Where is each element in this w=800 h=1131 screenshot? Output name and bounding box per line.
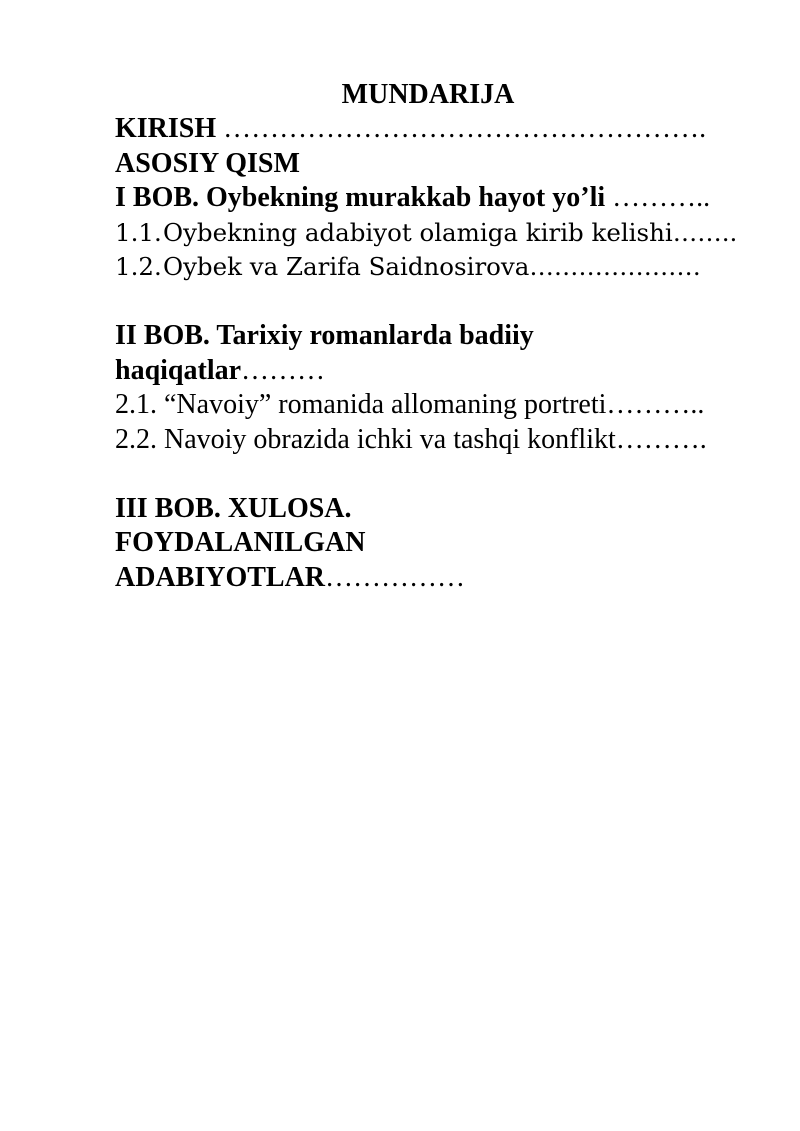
toc-entry-bob-3: III BOB. XULOSA. (115, 492, 352, 524)
toc-entry-bob-2-cont (115, 354, 775, 389)
toc-entry-1-2 (115, 250, 775, 285)
toc-leader: ……………………………………………. (216, 113, 707, 144)
toc-entry-asosiy-qism: ASOSIY QISM (115, 147, 300, 179)
table-of-contents (115, 112, 775, 595)
toc-label: KIRISH (115, 113, 217, 144)
toc-label: ADABIYOTLAR (115, 561, 326, 593)
toc-label: Oybekning adabiyot olamiga kirib kelishi…….. (163, 217, 738, 247)
toc-entry-kirish (115, 112, 775, 147)
page-title: MUNDARIJA (341, 79, 515, 110)
toc-label: haqiqatlar (115, 354, 242, 386)
toc-entry-bob-1 (115, 181, 775, 216)
toc-number: 1.1. (115, 217, 162, 247)
toc-leader: ……….. (605, 182, 711, 213)
toc-entry-1-1 (115, 216, 775, 251)
toc-entry-2-1: 2.1. “Navoiy” romanida allomaning portreti……….. (115, 389, 705, 420)
toc-entry-2-2: 2.2. Navoiy obrazida ichki va tashqi konflikt………. (115, 423, 707, 455)
spacer (115, 457, 775, 492)
toc-label: I BOB. Oybekning murakkab hayot yo’li (115, 182, 606, 213)
toc-entry-bob-2: II BOB. Tarixiy romanlarda badiiy (115, 320, 534, 351)
toc-entry-adabiyotlar (115, 561, 775, 596)
toc-leader: ……… (241, 354, 326, 386)
toc-entry-foydalanilgan: FOYDALANILGAN (115, 527, 366, 558)
toc-leader: …………… (325, 561, 466, 593)
toc-label: Oybek va Zarifa Saidnosirova………………… (163, 252, 701, 281)
spacer (115, 285, 775, 320)
toc-number: 1.2. (115, 252, 162, 281)
